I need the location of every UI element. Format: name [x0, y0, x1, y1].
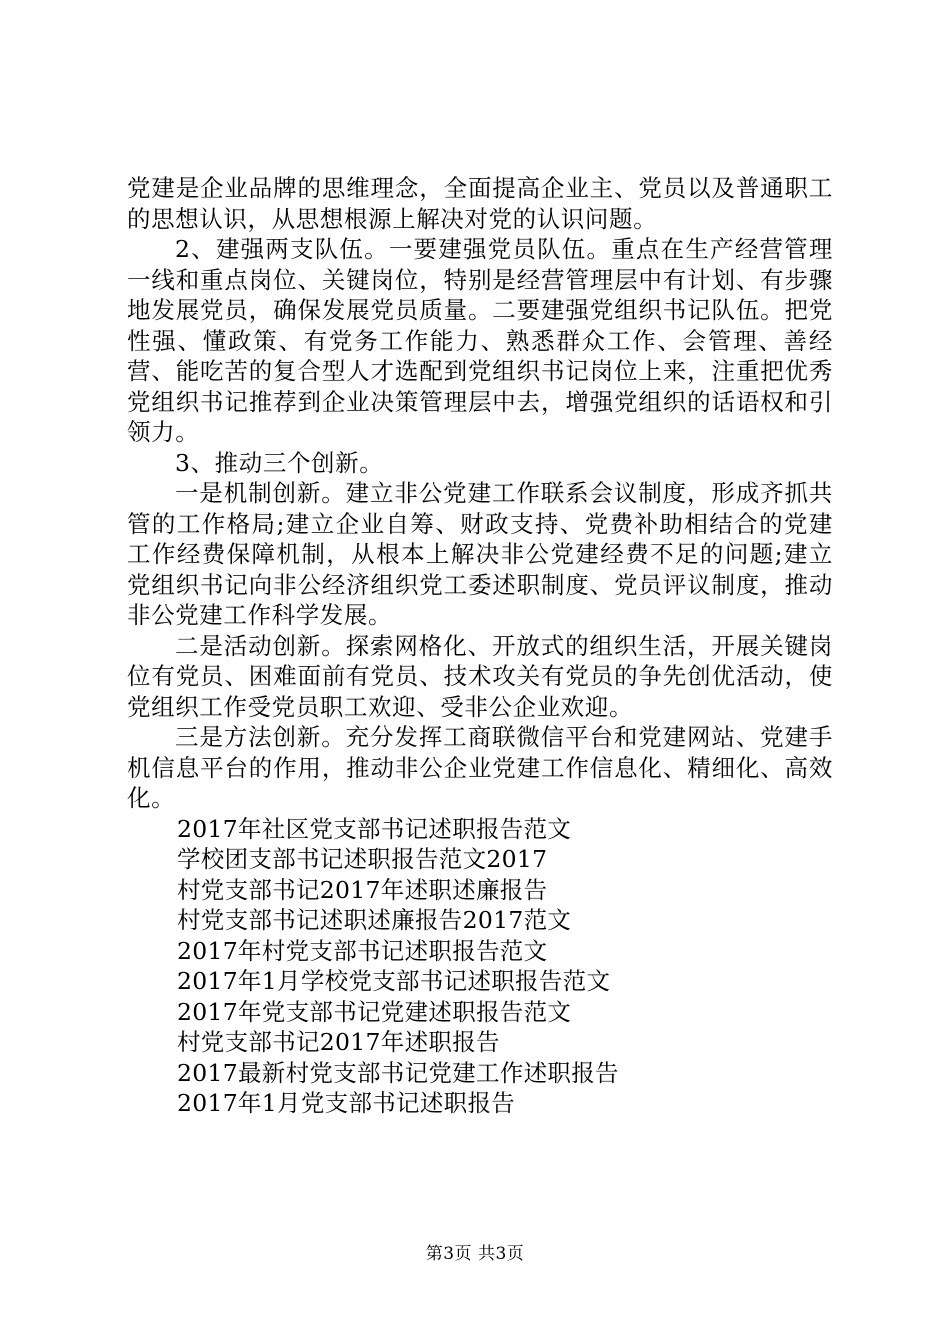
paragraph: 一是机制创新。建立非公党建工作联系会议制度，形成齐抓共管的工作格局;建立企业自筹、财政支持、党费补助相结合的党建工作经费保障机制，从根本上解决非公党建经费不足的问题;建立党组织书记向非公经济组织党工委述职制度、党员评议制度，推动非公党建工作科学发展。: [127, 479, 833, 629]
paragraph: 党建是企业品牌的思维理念，全面提高企业主、党员以及普通职工的思想认识，从思想根源上解决对党的认识问题。: [127, 174, 833, 233]
related-link[interactable]: 2017年村党支部书记述职报告范文: [177, 936, 548, 965]
paragraph: 3、推动三个创新。: [175, 448, 384, 477]
related-link[interactable]: 村党支部书记2017年述职述廉报告: [177, 875, 548, 904]
paragraph: 2、建强两支队伍。一要建强党员队伍。重点在生产经营管理一线和重点岗位、关键岗位，特别是经营管理层中有计划、有步骤地发展党员，确保发展党员质量。二要建强党组织书记队伍。把党性强、懂政策、有党务工作能力、熟悉群众工作、会管理、善经营、能吃苦的复合型人才选配到党组织书记岗位上来，注重把优秀党组织书记推荐到企业决策管理层中去，增强党组织的话语权和引领力。: [127, 235, 833, 446]
related-link[interactable]: 2017年1月学校党支部书记述职报告范文: [177, 967, 611, 995]
related-link[interactable]: 2017最新村党支部书记党建工作述职报告: [177, 1058, 619, 1087]
related-link[interactable]: 村党支部书记2017年述职报告: [177, 1028, 500, 1056]
paragraph: 三是方法创新。充分发挥工商联微信平台和党建网站、党建手机信息平台的作用，推动非公企业党建工作信息化、精细化、高效化。: [127, 723, 833, 812]
related-link[interactable]: 学校团支部书记述职报告范文2017: [177, 845, 548, 873]
related-link[interactable]: 村党支部书记述职述廉报告2017范文: [177, 906, 572, 934]
paragraph: 二是活动创新。探索网格化、开放式的组织生活，开展关键岗位有党员、困难面前有党员、技术攻关有党员的争先创优活动，使党组织工作受党员职工欢迎、受非公企业欢迎。: [127, 631, 833, 721]
related-link[interactable]: 2017年1月党支部书记述职报告: [177, 1089, 516, 1117]
related-link[interactable]: 2017年社区党支部书记述职报告范文: [177, 814, 572, 843]
related-link[interactable]: 2017年党支部书记党建述职报告范文: [177, 997, 572, 1026]
document-body: [127, 173, 833, 1119]
page-number-footer: 第3页 共3页: [425, 1244, 525, 1264]
related-links-list: [127, 814, 833, 1119]
